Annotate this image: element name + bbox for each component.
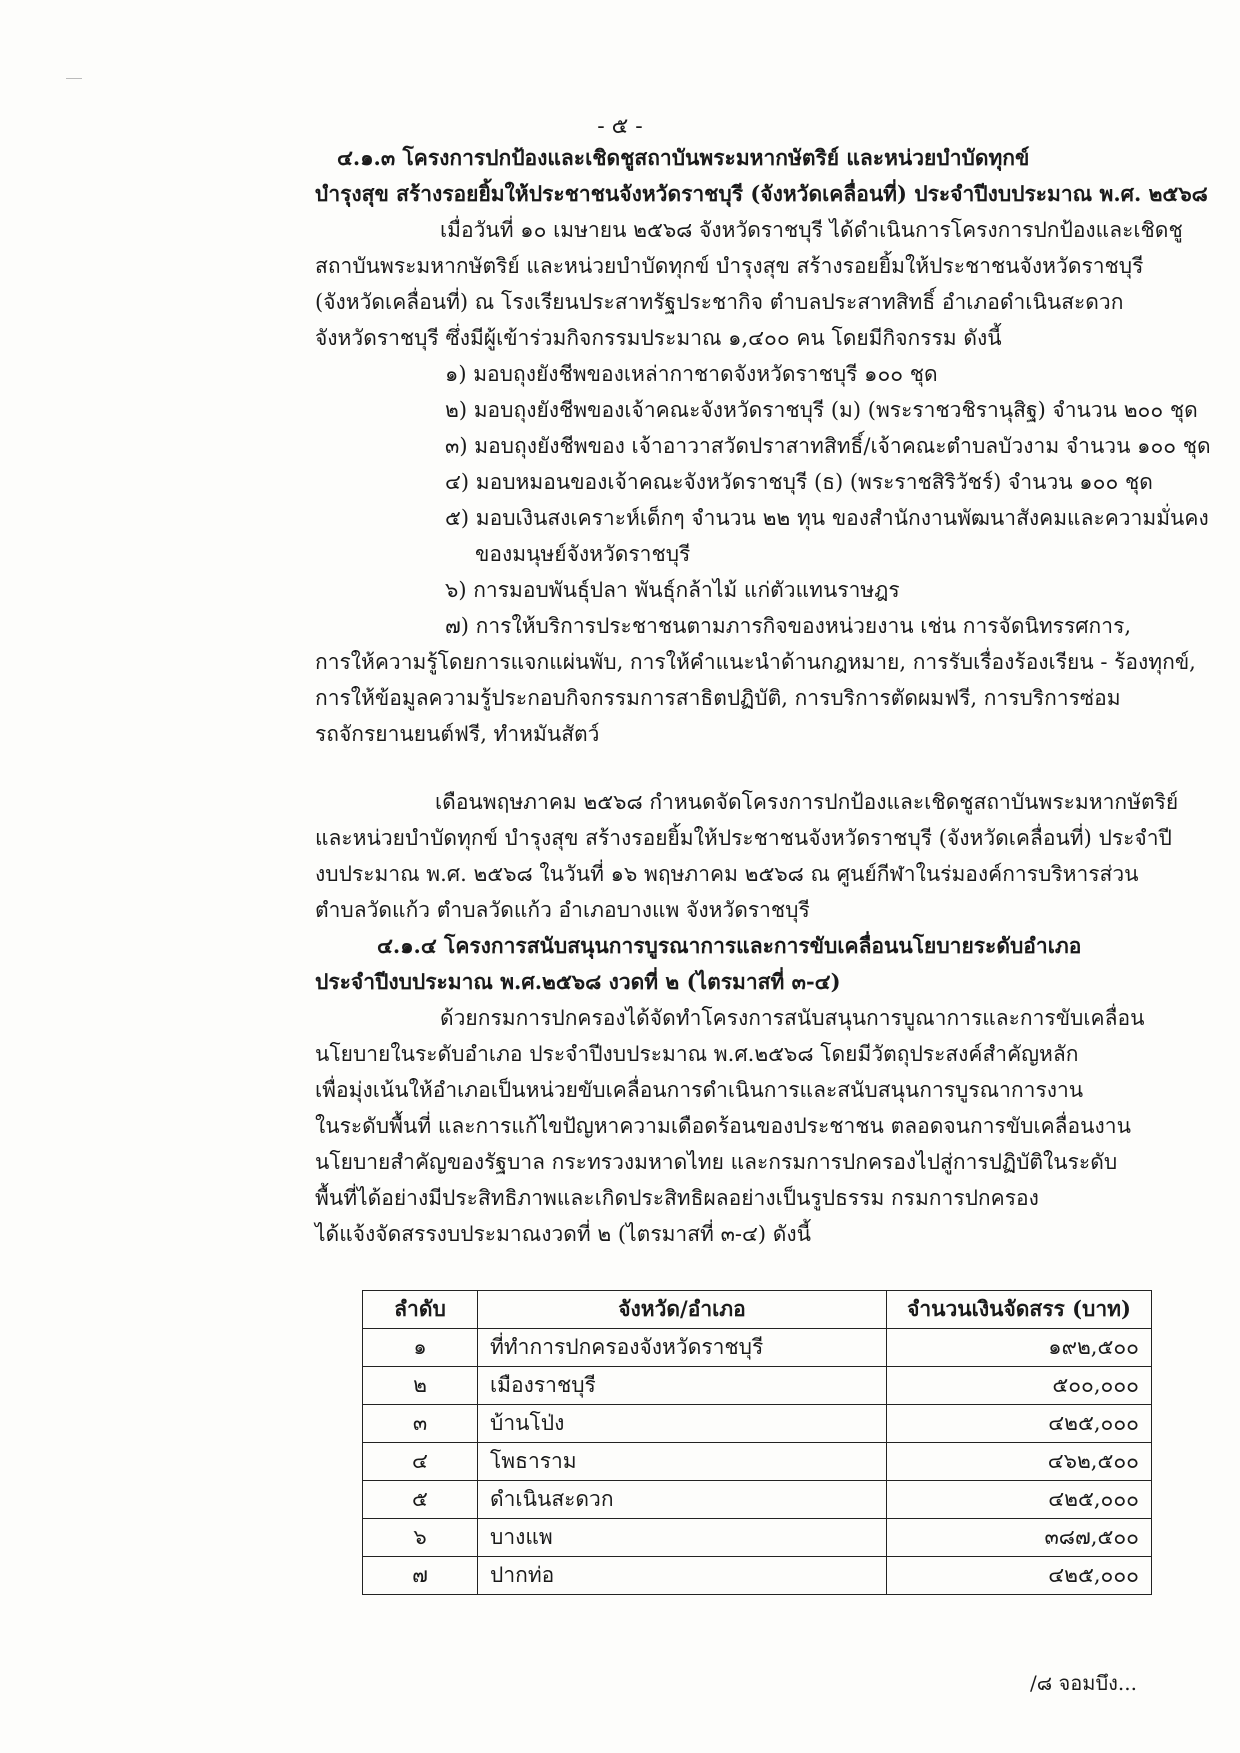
list-item: ๖) การมอบพันธุ์ปลา พันธุ์กล้าไม้ แก่ตัวแทนราษฎร bbox=[445, 578, 900, 602]
paragraph-line: เมื่อวันที่ ๑๐ เมษายน ๒๕๖๘ จังหวัดราชบุรี ได้ดำเนินการโครงการปกป้องและเชิดชู bbox=[440, 218, 1183, 242]
paragraph-line: ตำบลวัดแก้ว ตำบลวัดแก้ว อำเภอบางแพ จังหวัดราชบุรี bbox=[315, 898, 810, 922]
list-item-continuation: ของมนุษย์จังหวัดราชบุรี bbox=[475, 542, 691, 566]
paragraph-line: จังหวัดราชบุรี ซึ่งมีผู้เข้าร่วมกิจกรรมประมาณ ๑,๔๐๐ คน โดยมีกิจกรรม ดังนี้ bbox=[315, 326, 1002, 350]
row-order: ๖ bbox=[363, 1519, 478, 1557]
list-item: ๗) การให้บริการประชาชนตามภารกิจของหน่วยงาน เช่น การจัดนิทรรศการ, bbox=[445, 614, 1132, 638]
row-district: ที่ทำการปกครองจังหวัดราชบุรี bbox=[478, 1329, 887, 1367]
paragraph-line: (จังหวัดเคลื่อนที่) ณ โรงเรียนประสาทรัฐประชากิจ ตำบลประสาทสิทธิ์ อำเภอดำเนินสะดวก bbox=[315, 290, 1124, 314]
row-district: เมืองราชบุรี bbox=[478, 1367, 887, 1405]
row-amount: ๔๒๕,๐๐๐ bbox=[887, 1557, 1152, 1595]
row-order: ๕ bbox=[363, 1481, 478, 1519]
table-row bbox=[363, 1481, 1152, 1519]
list-item: ๕) มอบเงินสงเคราะห์เด็กๆ จำนวน ๒๒ ทุน ของสำนักงานพัฒนาสังคมและความมั่นคง bbox=[445, 506, 1209, 530]
paragraph-line: สถาบันพระมหากษัตริย์ และหน่วยบำบัดทุกข์ บำรุงสุข สร้างรอยยิ้มให้ประชาชนจังหวัดราชบุรี bbox=[315, 254, 1144, 278]
row-order: ๗ bbox=[363, 1557, 478, 1595]
row-amount: ๔๒๕,๐๐๐ bbox=[887, 1405, 1152, 1443]
list-item: ๓) มอบถุงยังชีพของ เจ้าอาวาสวัดปราสาทสิทธิ์/เจ้าคณะตำบลบัวงาม จำนวน ๑๐๐ ชุด bbox=[445, 434, 1211, 458]
row-order: ๔ bbox=[363, 1443, 478, 1481]
row-amount: ๑๙๒,๕๐๐ bbox=[887, 1329, 1152, 1367]
paragraph-line: ในระดับพื้นที่ และการแก้ไขปัญหาความเดือดร้อนของประชาชน ตลอดจนการขับเคลื่อนงาน bbox=[315, 1114, 1131, 1138]
table-row bbox=[363, 1405, 1152, 1443]
paragraph-line: เพื่อมุ่งเน้นให้อำเภอเป็นหน่วยขับเคลื่อนการดำเนินการและสนับสนุนการบูรณาการงาน bbox=[315, 1078, 1084, 1102]
row-amount: ๕๐๐,๐๐๐ bbox=[887, 1367, 1152, 1405]
section-heading-line: ประจำปีงบประมาณ พ.ศ.๒๕๖๘ งวดที่ ๒ (ไตรมาสที่ ๓-๔) bbox=[315, 969, 841, 994]
column-header-order: ลำดับ bbox=[363, 1291, 478, 1329]
row-order: ๓ bbox=[363, 1405, 478, 1443]
table-row bbox=[363, 1329, 1152, 1367]
paragraph-gap bbox=[315, 752, 1155, 784]
row-amount: ๓๘๗,๕๐๐ bbox=[887, 1519, 1152, 1557]
paragraph-line: การให้ความรู้โดยการแจกแผ่นพับ, การให้คำแนะนำด้านกฎหมาย, การรับเรื่องร้องเรียน - ร้องทุกข์, bbox=[315, 650, 1196, 674]
section-heading-line: บำรุงสุข สร้างรอยยิ้มให้ประชาชนจังหวัดราชบุรี (จังหวัดเคลื่อนที่) ประจำปีงบประมาณ พ.ศ. ๒๕๖๘ bbox=[315, 181, 1208, 206]
paragraph-line: รถจักรยานยนต์ฟรี, ทำหมันสัตว์ bbox=[315, 722, 600, 746]
list-item: ๔) มอบหมอนของเจ้าคณะจังหวัดราชบุรี (ธ) (พระราชสิริวัชร์) จำนวน ๑๐๐ ชุด bbox=[445, 470, 1153, 494]
paragraph-line: นโยบายในระดับอำเภอ ประจำปีงบประมาณ พ.ศ.๒๕๖๘ โดยมีวัตถุประสงค์สำคัญหลัก bbox=[315, 1042, 1079, 1066]
paragraph-line: การให้ข้อมูลความรู้ประกอบกิจกรรมการสาธิตปฏิบัติ, การบริการตัดผมฟรี, การบริการซ่อม bbox=[315, 686, 1121, 710]
row-district: ปากท่อ bbox=[478, 1557, 887, 1595]
row-order: ๒ bbox=[363, 1367, 478, 1405]
paragraph-line: นโยบายสำคัญของรัฐบาล กระทรวงมหาดไทย และกรมการปกครองไปสู่การปฏิบัติในระดับ bbox=[315, 1150, 1118, 1174]
row-order: ๑ bbox=[363, 1329, 478, 1367]
row-amount: ๔๖๒,๕๐๐ bbox=[887, 1443, 1152, 1481]
paragraph-line: งบประมาณ พ.ศ. ๒๕๖๘ ในวันที่ ๑๖ พฤษภาคม ๒๕๖๘ ณ ศูนย์กีฬาในร่มองค์การบริหารส่วน bbox=[315, 862, 1139, 886]
section-heading-line: ๔.๑.๔ โครงการสนับสนุนการบูรณาการและการขับเคลื่อนนโยบายระดับอำเภอ bbox=[377, 933, 1082, 958]
paragraph-line: ด้วยกรมการปกครองได้จัดทำโครงการสนับสนุนการบูณาการและการขับเคลื่อน bbox=[440, 1006, 1145, 1030]
section-heading-line: ๔.๑.๓ โครงการปกป้องและเชิดชูสถาบันพระมหากษัตริย์ และหน่วยบำบัดทุกข์ bbox=[337, 145, 1030, 170]
table-row bbox=[363, 1519, 1152, 1557]
list-item: ๒) มอบถุงยังชีพของเจ้าคณะจังหวัดราชบุรี (ม) (พระราชวชิรานุสิฐ) จำนวน ๒๐๐ ชุด bbox=[445, 398, 1198, 422]
column-header-district: จังหวัด/อำเภอ bbox=[478, 1291, 887, 1329]
paragraph-line: ได้แจ้งจัดสรรงบประมาณงวดที่ ๒ (ไตรมาสที่ ๓-๔) ดังนี้ bbox=[315, 1222, 812, 1246]
row-district: บางแพ bbox=[478, 1519, 887, 1557]
paragraph-line: และหน่วยบำบัดทุกข์ บำรุงสุข สร้างรอยยิ้มให้ประชาชนจังหวัดราชบุรี (จังหวัดเคลื่อนที่) ประจำปี bbox=[315, 826, 1172, 850]
row-district: โพธาราม bbox=[478, 1443, 887, 1481]
table-row bbox=[363, 1367, 1152, 1405]
scan-mark bbox=[66, 78, 82, 83]
table-header-row bbox=[363, 1291, 1152, 1329]
column-header-amount: จำนวนเงินจัดสรร (บาท) bbox=[887, 1291, 1152, 1329]
page-number: - ๕ - bbox=[597, 114, 643, 139]
table-row bbox=[363, 1443, 1152, 1481]
continuation-note: /๘ จอมบึง... bbox=[1030, 1671, 1137, 1695]
paragraph-line: พื้นที่ได้อย่างมีประสิทธิภาพและเกิดประสิทธิผลอย่างเป็นรูปธรรม กรมการปกครอง bbox=[315, 1186, 1039, 1210]
row-district: บ้านโป่ง bbox=[478, 1405, 887, 1443]
row-district: ดำเนินสะดวก bbox=[478, 1481, 887, 1519]
paragraph-line: เดือนพฤษภาคม ๒๕๖๘ กำหนดจัดโครงการปกป้องและเชิดชูสถาบันพระมหากษัตริย์ bbox=[435, 790, 1179, 814]
list-item: ๑) มอบถุงยังชีพของเหล่ากาชาดจังหวัดราชบุรี ๑๐๐ ชุด bbox=[445, 362, 938, 386]
row-amount: ๔๒๕,๐๐๐ bbox=[887, 1481, 1152, 1519]
allocation-table bbox=[362, 1290, 1152, 1595]
table-row bbox=[363, 1557, 1152, 1595]
section-4-1-3 bbox=[315, 140, 1211, 1252]
